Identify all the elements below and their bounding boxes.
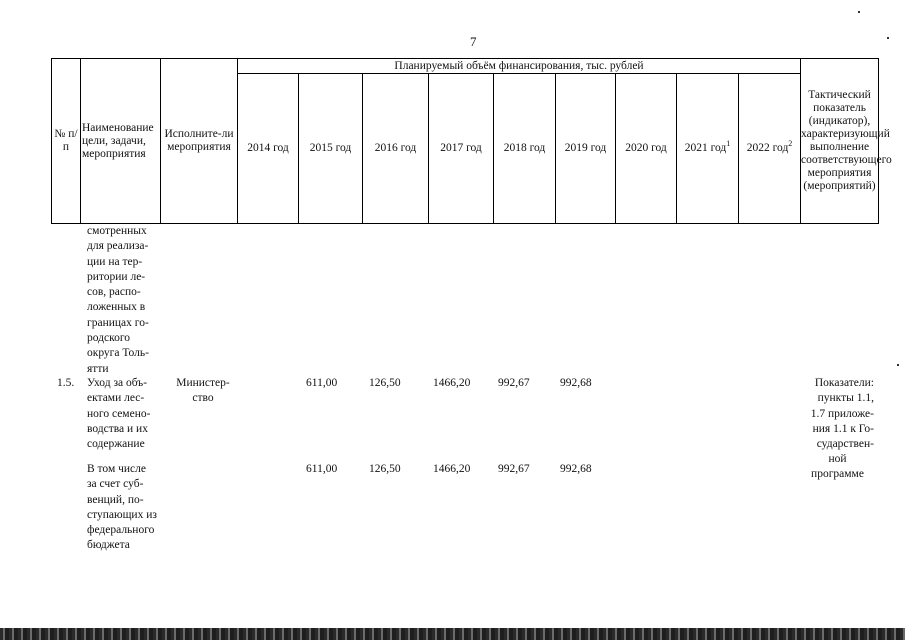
header-year-2019: 2019 год — [556, 74, 616, 224]
header-indicator: Тактический показатель (индикатор), характеризующий выполнение соответствующего мероприятия (мероприятий) — [801, 59, 879, 224]
subsidy-value-2018: 992,67 — [498, 463, 530, 475]
row-indicator: Показатели: пункты 1.1, 1.7 приложе- ния 1.1 к Го- сударствен- — [810, 377, 874, 451]
subsidy-value-2017: 1466,20 — [433, 463, 471, 475]
table-header — [51, 58, 892, 224]
scan-speck — [887, 37, 889, 39]
header-year-2021: 2021 год$^1$ — [677, 74, 739, 224]
header-name: Наименование цели, задачи, мероприятия — [81, 59, 161, 224]
header-year-2015: 2015 год — [299, 74, 363, 224]
row-executor: Министер- ство — [176, 377, 230, 405]
header-year-2016: 2016 год — [363, 74, 429, 224]
row-name: Уход за объ- ектами лес- ного семено- водства и их содержание — [87, 377, 151, 451]
header-year-2017: 2017 год — [429, 74, 494, 224]
row-number: 1.5. — [57, 377, 75, 389]
header-funding: Планируемый объём финансирования, тыс. рублей — [238, 59, 801, 74]
header-year-2014: 2014 год — [238, 74, 299, 224]
header-executor: Исполните-ли мероприятия — [161, 59, 238, 224]
value-2016: 126,50 — [369, 377, 401, 389]
header-num: № п/п — [52, 59, 81, 224]
subsidy-value-2015: 611,00 — [306, 463, 338, 475]
value-2015: 611,00 — [306, 377, 338, 389]
value-2017: 1466,20 — [433, 377, 471, 389]
row-indicator-tail: ной программе — [811, 453, 864, 481]
header-year-2018: 2018 год — [494, 74, 556, 224]
header-year-2020: 2020 год — [616, 74, 677, 224]
value-2018: 992,67 — [498, 377, 530, 389]
subsidy-value-2019: 992,68 — [560, 463, 592, 475]
value-2019: 992,68 — [560, 377, 592, 389]
subsidy-name: В том числе за счет суб- венций, по- ступающих из федерального бюджета — [87, 463, 157, 552]
scan-speck — [858, 11, 860, 13]
page-number: 7 — [470, 34, 477, 49]
scan-edge-bar — [0, 628, 905, 640]
continuation-text: смотренных для реализа- ции на тер- ритории ле- сов, распо- ложенных в границах го- родского округа Толь- ятти — [87, 225, 149, 375]
scan-speck — [897, 364, 899, 366]
header-year-2022: 2022 год$^2$ — [739, 74, 801, 224]
subsidy-value-2016: 126,50 — [369, 463, 401, 475]
